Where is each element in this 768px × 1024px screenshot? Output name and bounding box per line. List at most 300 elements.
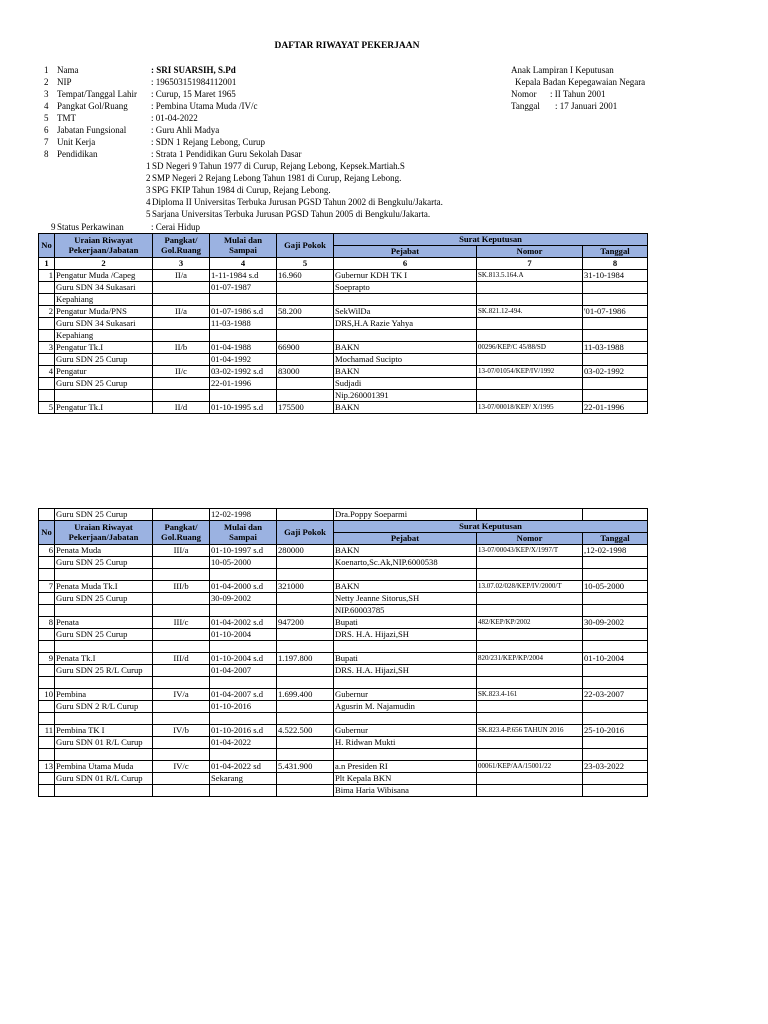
cell-no: 8 [39, 617, 55, 629]
cell-nomor: 00296/KEP/C 45/88/SD [477, 342, 583, 354]
cell-mulai: 12-02-1998 [210, 509, 277, 521]
cell-tanggal [583, 641, 648, 653]
cell-pejabat: DRS. H.A. Hijazi,SH [334, 629, 477, 641]
cell-pejabat: Bupati [334, 653, 477, 665]
cell-pangkat: II/b [153, 342, 210, 354]
cell-nomor: 13-07/00018/KEP/ X/1995 [477, 402, 583, 414]
cell-pejabat: DRS. H.A. Hijazi,SH [334, 665, 477, 677]
col-header-mulai [210, 234, 277, 258]
cell-pejabat: Bupati [334, 617, 477, 629]
table-row [39, 701, 648, 713]
cell-nomor [477, 282, 583, 294]
table-row [39, 641, 648, 653]
cell-uraian [55, 390, 153, 402]
header-text: Gol.Ruang [161, 531, 201, 542]
cell-gaji: 5.431.900 [277, 761, 334, 773]
cell-pangkat: III/b [153, 581, 210, 593]
table-1-body [39, 270, 648, 414]
status-label: Status Perkawinan [57, 222, 124, 232]
pendidikan-no: 3 [146, 185, 151, 195]
status-no: 9 [51, 222, 56, 232]
cell-pejabat: BAKN [334, 402, 477, 414]
cell-pangkat [153, 557, 210, 569]
cell-gaji [277, 773, 334, 785]
table-row [39, 737, 648, 749]
cell-no [39, 282, 55, 294]
cell-pangkat: II/d [153, 402, 210, 414]
table-row [39, 749, 648, 761]
cell-uraian: Pengatur Muda /Capeg [55, 270, 153, 282]
cell-pangkat [153, 569, 210, 581]
cell-pejabat: Sudjadi [334, 378, 477, 390]
lampiran-line1: Anak Lampiran I Keputusan [511, 65, 614, 75]
cell-nomor [477, 569, 583, 581]
cell-pejabat: Netty Jeanne Sitorus,SH [334, 593, 477, 605]
cell-gaji: 321000 [277, 581, 334, 593]
col-number: 2 [55, 258, 153, 270]
cell-pejabat [334, 641, 477, 653]
cell-pangkat: III/c [153, 617, 210, 629]
cell-nomor [477, 713, 583, 725]
cell-gaji [277, 665, 334, 677]
cell-gaji: 175500 [277, 402, 334, 414]
cell-pangkat: II/c [153, 366, 210, 378]
page-title: DAFTAR RIWAYAT PEKERJAAN [274, 41, 420, 51]
cell-gaji: 66900 [277, 342, 334, 354]
cell-mulai [210, 390, 277, 402]
cell-nomor: SK.821.12-494. [477, 306, 583, 318]
cell-tanggal [583, 605, 648, 617]
cell-no [39, 354, 55, 366]
cell-pangkat: III/d [153, 653, 210, 665]
table-2-body [39, 545, 648, 797]
cell-tanggal [583, 677, 648, 689]
cell-gaji [277, 737, 334, 749]
cell-tanggal [583, 354, 648, 366]
biodata-label: Tempat/Tanggal Lahir [57, 89, 137, 99]
biodata-no: 2 [44, 77, 49, 87]
col-header-uraian [55, 234, 153, 258]
cell-no: 5 [39, 402, 55, 414]
cell-tanggal [583, 737, 648, 749]
cell-uraian: Guru SDN 25 Curup [55, 629, 153, 641]
biodata-label: TMT [57, 113, 76, 123]
col-header-pangkat [153, 234, 210, 258]
header-text: Pekerjaan/Jabatan [68, 244, 139, 255]
cell-gaji [277, 557, 334, 569]
biodata-value: : Curup, 15 Maret 1965 [151, 89, 236, 99]
cell-tanggal [583, 701, 648, 713]
cell-pejabat [334, 749, 477, 761]
biodata-value: : Strata 1 Pendidikan Guru Sekolah Dasar [151, 149, 302, 159]
riwayat-table-1 [38, 233, 648, 414]
col-number: 1 [39, 258, 55, 270]
table-row [39, 354, 648, 366]
table-row [39, 725, 648, 737]
col-header-tanggal: Tanggal [583, 533, 648, 545]
cell-pejabat: Bima Haria Wibisana [334, 785, 477, 797]
cell-uraian: Pembina [55, 689, 153, 701]
cell-pejabat: H. Ridwan Mukti [334, 737, 477, 749]
header-text: Pangkat/ [164, 521, 198, 532]
cell-no: 13 [39, 761, 55, 773]
cell-no [39, 737, 55, 749]
table-row [39, 509, 648, 521]
col-number: 8 [583, 258, 648, 270]
cell-pejabat: BAKN [334, 581, 477, 593]
cell-mulai: 01-07-1987 [210, 282, 277, 294]
cell-uraian: Guru SDN 01 R/L Curup [55, 773, 153, 785]
col-number: 6 [334, 258, 477, 270]
cell-nomor [477, 629, 583, 641]
biodata-value: : SDN 1 Rejang Lebong, Curup [151, 137, 265, 147]
cell-mulai [210, 569, 277, 581]
cell-pejabat: DRS,H.A Razie Yahya [334, 318, 477, 330]
cell-tanggal [583, 318, 648, 330]
cell-no: 3 [39, 342, 55, 354]
cell-nomor [477, 665, 583, 677]
cell-no [39, 749, 55, 761]
table-row [39, 761, 648, 773]
col-header-no: No [39, 521, 55, 545]
cell-mulai: 11-03-1988 [210, 318, 277, 330]
cell-gaji: 83000 [277, 366, 334, 378]
cell-no [39, 605, 55, 617]
cell-pangkat [153, 785, 210, 797]
col-header-pangkat [153, 521, 210, 545]
col-header-mulai [210, 521, 277, 545]
cell-tanggal: 30-09-2002 [583, 617, 648, 629]
biodata-no: 6 [44, 125, 49, 135]
cell-no [39, 318, 55, 330]
cell-uraian: Guru SDN 34 Sukasari [55, 282, 153, 294]
col-header-nomor: Nomor [477, 246, 583, 258]
lampiran-line2: Kepala Badan Kepegawaian Negara [515, 77, 646, 87]
cell-gaji [277, 677, 334, 689]
cell-uraian [55, 677, 153, 689]
table-row [39, 629, 648, 641]
cell-no [39, 641, 55, 653]
cell-tanggal: 22-03-2007 [583, 689, 648, 701]
biodata-value: : 196503151984112001 [151, 77, 237, 87]
pendidikan-no: 5 [146, 209, 151, 219]
table-row [39, 390, 648, 402]
biodata-label: Jabatan Fungsional [57, 125, 127, 135]
cell-uraian: Pengatur [55, 366, 153, 378]
cell-pejabat: Dra.Poppy Soeparmi [334, 509, 477, 521]
pendidikan-no: 2 [146, 173, 151, 183]
biodata-value: : Pembina Utama Muda /IV/c [151, 101, 258, 111]
cell-pejabat: BAKN [334, 545, 477, 557]
pendidikan-item: SPG FKIP Tahun 1984 di Curup, Rejang Lebong. [152, 185, 331, 195]
cell-pejabat: BAKN [334, 342, 477, 354]
lampiran-nomor-label: Nomor [511, 89, 537, 99]
cell-gaji: 4.522.500 [277, 725, 334, 737]
cell-mulai: 01-04-2000 s.d [210, 581, 277, 593]
cell-mulai [210, 605, 277, 617]
cell-pangkat: II/a [153, 270, 210, 282]
cell-mulai: 10-05-2000 [210, 557, 277, 569]
cell-pangkat [153, 354, 210, 366]
biodata-value: : Guru Ahli Madya [151, 125, 220, 135]
cell-pangkat [153, 773, 210, 785]
cell-pangkat: IV/a [153, 689, 210, 701]
cell-mulai: 01-07-1986 s.d [210, 306, 277, 318]
header-text: Mulai dan [224, 521, 262, 532]
cell-pejabat: NIP.60003785 [334, 605, 477, 617]
table-row [39, 342, 648, 354]
cell-no [39, 378, 55, 390]
cell-tanggal [583, 390, 648, 402]
cell-tanggal [583, 713, 648, 725]
cell-gaji [277, 318, 334, 330]
cell-tanggal: 10-05-2000 [583, 581, 648, 593]
cell-pejabat: Gubernur KDH TK I [334, 270, 477, 282]
cell-gaji [277, 785, 334, 797]
cell-uraian: Penata Muda [55, 545, 153, 557]
cell-uraian: Guru SDN 25 R/L Curup [55, 665, 153, 677]
cell-uraian [55, 713, 153, 725]
cell-no [39, 665, 55, 677]
biodata-label: NIP [57, 77, 72, 87]
table-row [39, 306, 648, 318]
cell-mulai [210, 294, 277, 306]
table-row [39, 282, 648, 294]
cell-mulai: 01-10-1995 s.d [210, 402, 277, 414]
table-row [39, 270, 648, 282]
column-number-row [39, 258, 648, 270]
cell-mulai: 01-04-2022 sd [210, 761, 277, 773]
table-row [39, 569, 648, 581]
cell-mulai: 01-10-2004 s.d [210, 653, 277, 665]
cell-uraian: Guru SDN 25 Curup [55, 378, 153, 390]
cell-pangkat [153, 605, 210, 617]
cell-mulai: 1-11-1984 s.d [210, 270, 277, 282]
status-value: : Cerai Hidup [151, 222, 200, 232]
cell-pejabat [334, 677, 477, 689]
cell-mulai: 01-10-2016 s.d [210, 725, 277, 737]
cell-uraian: Kepahiang [55, 294, 153, 306]
cell-mulai: 01-10-2004 [210, 629, 277, 641]
cell-no [39, 713, 55, 725]
cell-pangkat [153, 509, 210, 521]
lampiran-nomor-value: : II Tahun 2001 [550, 89, 606, 99]
cell-gaji [277, 569, 334, 581]
header-text: Sampai [229, 244, 257, 255]
table-row [39, 593, 648, 605]
table-row [39, 689, 648, 701]
cell-nomor: SK.813.5.164.A [477, 270, 583, 282]
cell-gaji: 947200 [277, 617, 334, 629]
cell-pangkat [153, 641, 210, 653]
cell-nomor [477, 390, 583, 402]
col-header-gaji: Gaji Pokok [277, 521, 334, 545]
cell-uraian: Guru SDN 34 Sukasari [55, 318, 153, 330]
cell-uraian: Pembina TK I [55, 725, 153, 737]
cell-pangkat [153, 629, 210, 641]
biodata-label: Unit Kerja [57, 137, 96, 147]
cell-tanggal [583, 569, 648, 581]
col-number: 7 [477, 258, 583, 270]
cell-nomor: 482/KEP/KP/2002 [477, 617, 583, 629]
table-row [39, 713, 648, 725]
cell-gaji: 280000 [277, 545, 334, 557]
header-text: Pangkat/ [164, 234, 198, 245]
cell-gaji [277, 509, 334, 521]
cell-mulai [210, 713, 277, 725]
pendidikan-no: 4 [146, 197, 151, 207]
table-row [39, 378, 648, 390]
cell-uraian: Kepahiang [55, 330, 153, 342]
cell-nomor [477, 737, 583, 749]
cell-pejabat: Nip.260001391 [334, 390, 477, 402]
cell-pejabat: BAKN [334, 366, 477, 378]
col-number: 4 [210, 258, 277, 270]
cell-no: 10 [39, 689, 55, 701]
cell-nomor [477, 605, 583, 617]
cell-tanggal: 03-02-1992 [583, 366, 648, 378]
table-row [39, 677, 648, 689]
cell-gaji [277, 629, 334, 641]
cell-no [39, 629, 55, 641]
table-row [39, 330, 648, 342]
cell-uraian: Guru SDN 2 R/L Curup [55, 701, 153, 713]
cell-tanggal [583, 282, 648, 294]
col-header-uraian [55, 521, 153, 545]
cell-pejabat [334, 294, 477, 306]
cell-gaji [277, 605, 334, 617]
cell-pangkat [153, 378, 210, 390]
biodata-no: 4 [44, 101, 49, 111]
cell-no: 9 [39, 653, 55, 665]
cell-nomor [477, 593, 583, 605]
cell-uraian [55, 569, 153, 581]
cell-nomor: 13.07.02/028/KEP/IV/2000/T [477, 581, 583, 593]
cell-nomor [477, 785, 583, 797]
cell-uraian [55, 605, 153, 617]
cell-pangkat: III/a [153, 545, 210, 557]
cell-tanggal [583, 773, 648, 785]
cell-mulai [210, 641, 277, 653]
cell-uraian [55, 749, 153, 761]
col-number: 5 [277, 258, 334, 270]
cell-nomor: 820/231/KEP/KP/2004 [477, 653, 583, 665]
cell-nomor [477, 378, 583, 390]
cell-gaji [277, 330, 334, 342]
cell-pejabat [334, 569, 477, 581]
table-row [39, 366, 648, 378]
cell-no [39, 569, 55, 581]
cell-pejabat: Soeprapto [334, 282, 477, 294]
lampiran-tanggal-label: Tanggal [511, 101, 540, 111]
table-row [39, 294, 648, 306]
table-row [39, 665, 648, 677]
cell-no: 2 [39, 306, 55, 318]
cell-nomor [477, 701, 583, 713]
header-text: Uraian Riwayat [74, 521, 133, 532]
cell-uraian: Guru SDN 25 Curup [55, 509, 153, 521]
cell-gaji [277, 282, 334, 294]
cell-no [39, 593, 55, 605]
header-text: Sampai [229, 531, 257, 542]
table-row [39, 605, 648, 617]
cell-pangkat [153, 282, 210, 294]
cell-tanggal [583, 557, 648, 569]
pendidikan-item: SMP Negeri 2 Rejang Lebong Tahun 1981 di Curup, Rejang Lebong. [152, 173, 402, 183]
cell-mulai: 01-04-2007 s.d [210, 689, 277, 701]
cell-mulai: 01-10-1997 s.d [210, 545, 277, 557]
col-header-surat: Surat Keputusan [334, 234, 648, 246]
cell-nomor [477, 318, 583, 330]
cell-nomor [477, 330, 583, 342]
table-row [39, 617, 648, 629]
pendidikan-item: SD Negeri 9 Tahun 1977 di Curup, Rejang Lebong, Kepsek.Martiah.S [152, 161, 405, 171]
cell-no [39, 390, 55, 402]
cell-mulai: 01-04-2002 s.d [210, 617, 277, 629]
biodata-no: 3 [44, 89, 49, 99]
cell-gaji [277, 641, 334, 653]
header-text: Mulai dan [224, 234, 262, 245]
cell-gaji [277, 354, 334, 366]
cell-no [39, 677, 55, 689]
cell-no [39, 773, 55, 785]
cell-uraian: Pengatur Tk.I [55, 342, 153, 354]
cell-no [39, 509, 55, 521]
biodata-label: Pendidikan [57, 149, 98, 159]
cell-uraian: Pembina Utama Muda [55, 761, 153, 773]
table-row [39, 653, 648, 665]
cell-no: 4 [39, 366, 55, 378]
cell-tanggal: 23-03-2022 [583, 761, 648, 773]
cell-gaji [277, 749, 334, 761]
cell-tanggal: 25-10-2016 [583, 725, 648, 737]
cell-tanggal: 22-01-1996 [583, 402, 648, 414]
cell-nomor: 13-07/00043/KEP/X/1997/T [477, 545, 583, 557]
cell-pangkat: IV/b [153, 725, 210, 737]
cell-tanggal: '01-07-1986 [583, 306, 648, 318]
cell-gaji [277, 713, 334, 725]
cell-pangkat: II/a [153, 306, 210, 318]
cell-gaji [277, 701, 334, 713]
cell-pangkat [153, 330, 210, 342]
cell-mulai: 01-04-2022 [210, 737, 277, 749]
col-header-nomor: Nomor [477, 533, 583, 545]
table-row [39, 557, 648, 569]
cell-mulai [210, 785, 277, 797]
cell-tanggal: 11-03-1988 [583, 342, 648, 354]
biodata-no: 5 [44, 113, 49, 123]
cell-uraian: Penata [55, 617, 153, 629]
cell-pangkat [153, 390, 210, 402]
cell-nomor: 13-07/01054/KEP/IV/1992 [477, 366, 583, 378]
cell-pangkat: IV/c [153, 761, 210, 773]
cell-pangkat [153, 749, 210, 761]
cell-pejabat: Koenarto,Sc.Ak,NIP.6000538 [334, 557, 477, 569]
cell-tanggal [583, 629, 648, 641]
cell-uraian [55, 785, 153, 797]
cell-gaji: 1.197.800 [277, 653, 334, 665]
cell-mulai: 30-09-2002 [210, 593, 277, 605]
pendidikan-no: 1 [146, 161, 151, 171]
cell-mulai: 01-04-1988 [210, 342, 277, 354]
biodata-no: 8 [44, 149, 49, 159]
col-header-surat: Surat Keputusan [334, 521, 648, 533]
cell-pangkat [153, 294, 210, 306]
cell-mulai: Sekarang [210, 773, 277, 785]
cell-uraian [55, 641, 153, 653]
col-header-pejabat: Pejabat [334, 246, 477, 258]
header-text: Gol.Ruang [161, 244, 201, 255]
